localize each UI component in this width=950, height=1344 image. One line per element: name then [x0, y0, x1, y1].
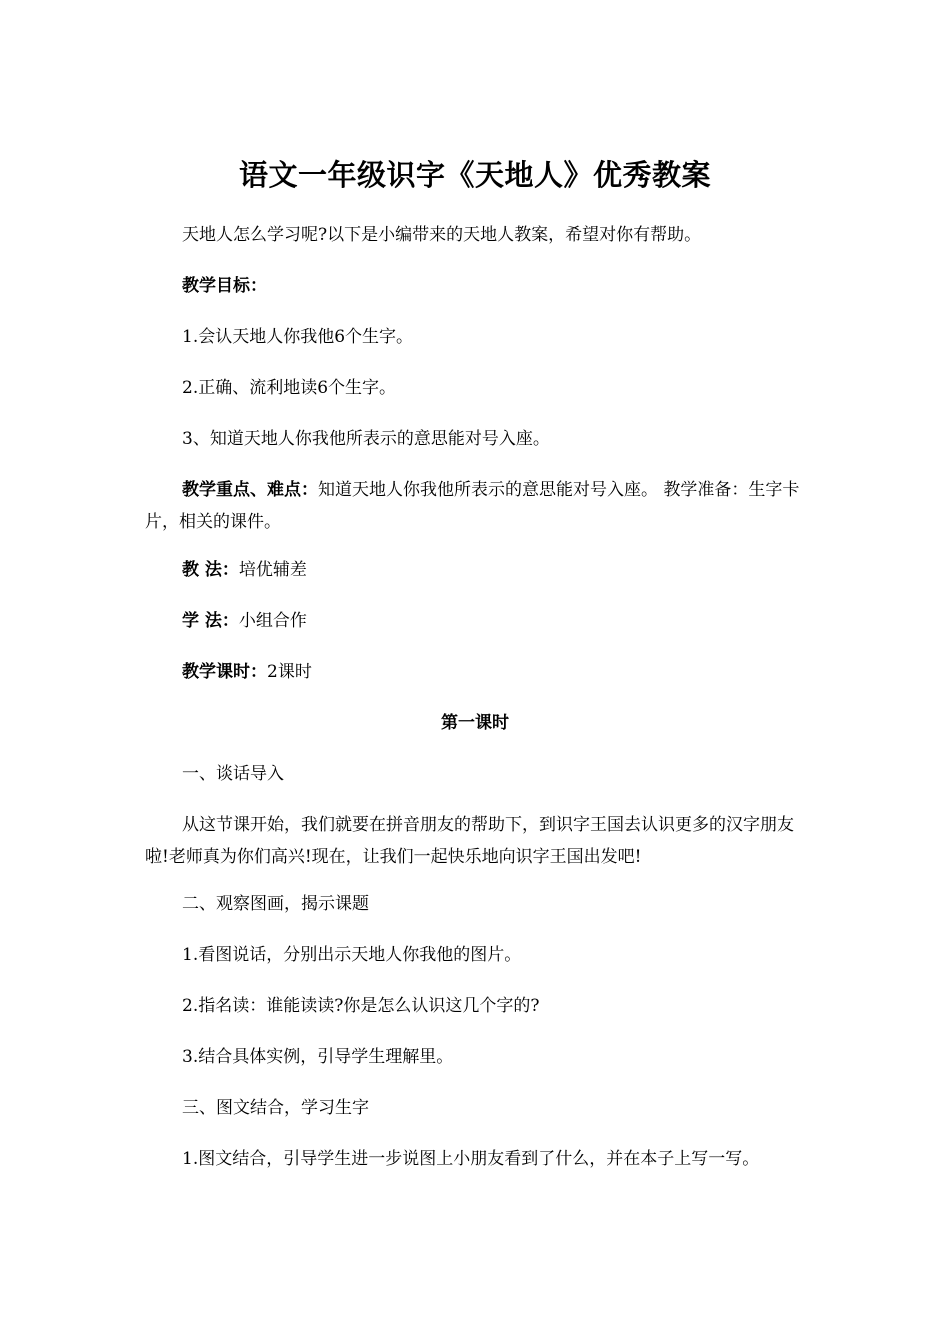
study-paragraph: [145, 605, 813, 637]
focus-text: 知道天地人你我他所表示的意思能对号入座。 教学准备：生字卡片，相关的课件。: [145, 480, 800, 532]
objective-item-2: 2.正确、流利地读6个生字。: [182, 378, 397, 398]
section-3-item-1: 1.图文结合，引导学生进一步说图上小朋友看到了什么，并在本子上写一写。: [182, 1149, 760, 1169]
focus-paragraph: [145, 474, 813, 538]
section-2-item-2: 2.指名读：谁能读读?你是怎么认识这几个字的?: [182, 996, 540, 1016]
intro-paragraph: 天地人怎么学习呢?以下是小编带来的天地人教案，希望对你有帮助。: [182, 225, 702, 245]
method-text: 培优辅差: [238, 560, 307, 580]
objective-item-3: 3、知道天地人你我他所表示的意思能对号入座。: [182, 429, 550, 449]
section-1-paragraph: 从这节课开始，我们就要在拼音朋友的帮助下，到识字王国去认识更多的汉字朋友啦!老师真为你们高兴!现在，让我们一起快乐地向识字王国出发吧!: [145, 815, 794, 867]
study-label: 学 法：: [182, 611, 239, 631]
section-2-item-3: 3.结合具体实例，引导学生理解里。: [182, 1047, 454, 1067]
focus-label: 教学重点、难点：: [182, 480, 318, 500]
lesson-heading: 第一课时: [441, 713, 509, 733]
document-title: 语文一年级识字《天地人》优秀教案: [238, 158, 711, 192]
section-2-heading: 二、观察图画，揭示课题: [182, 894, 369, 914]
hours-paragraph: [145, 656, 813, 688]
section-3-heading: 三、图文结合，学习生字: [182, 1098, 369, 1118]
objectives-heading: 教学目标：: [182, 276, 267, 296]
study-text: 小组合作: [238, 611, 307, 631]
section-1-heading: 一、谈话导入: [182, 764, 284, 784]
section-2-item-1: 1.看图说话，分别出示天地人你我他的图片。: [182, 945, 522, 965]
hours-text: 2课时: [267, 662, 312, 682]
method-label: 教 法：: [182, 560, 239, 580]
hours-label: 教学课时：: [182, 662, 267, 682]
objective-item-1: 1.会认天地人你我他6个生字。: [182, 327, 414, 347]
method-paragraph: [145, 554, 813, 586]
